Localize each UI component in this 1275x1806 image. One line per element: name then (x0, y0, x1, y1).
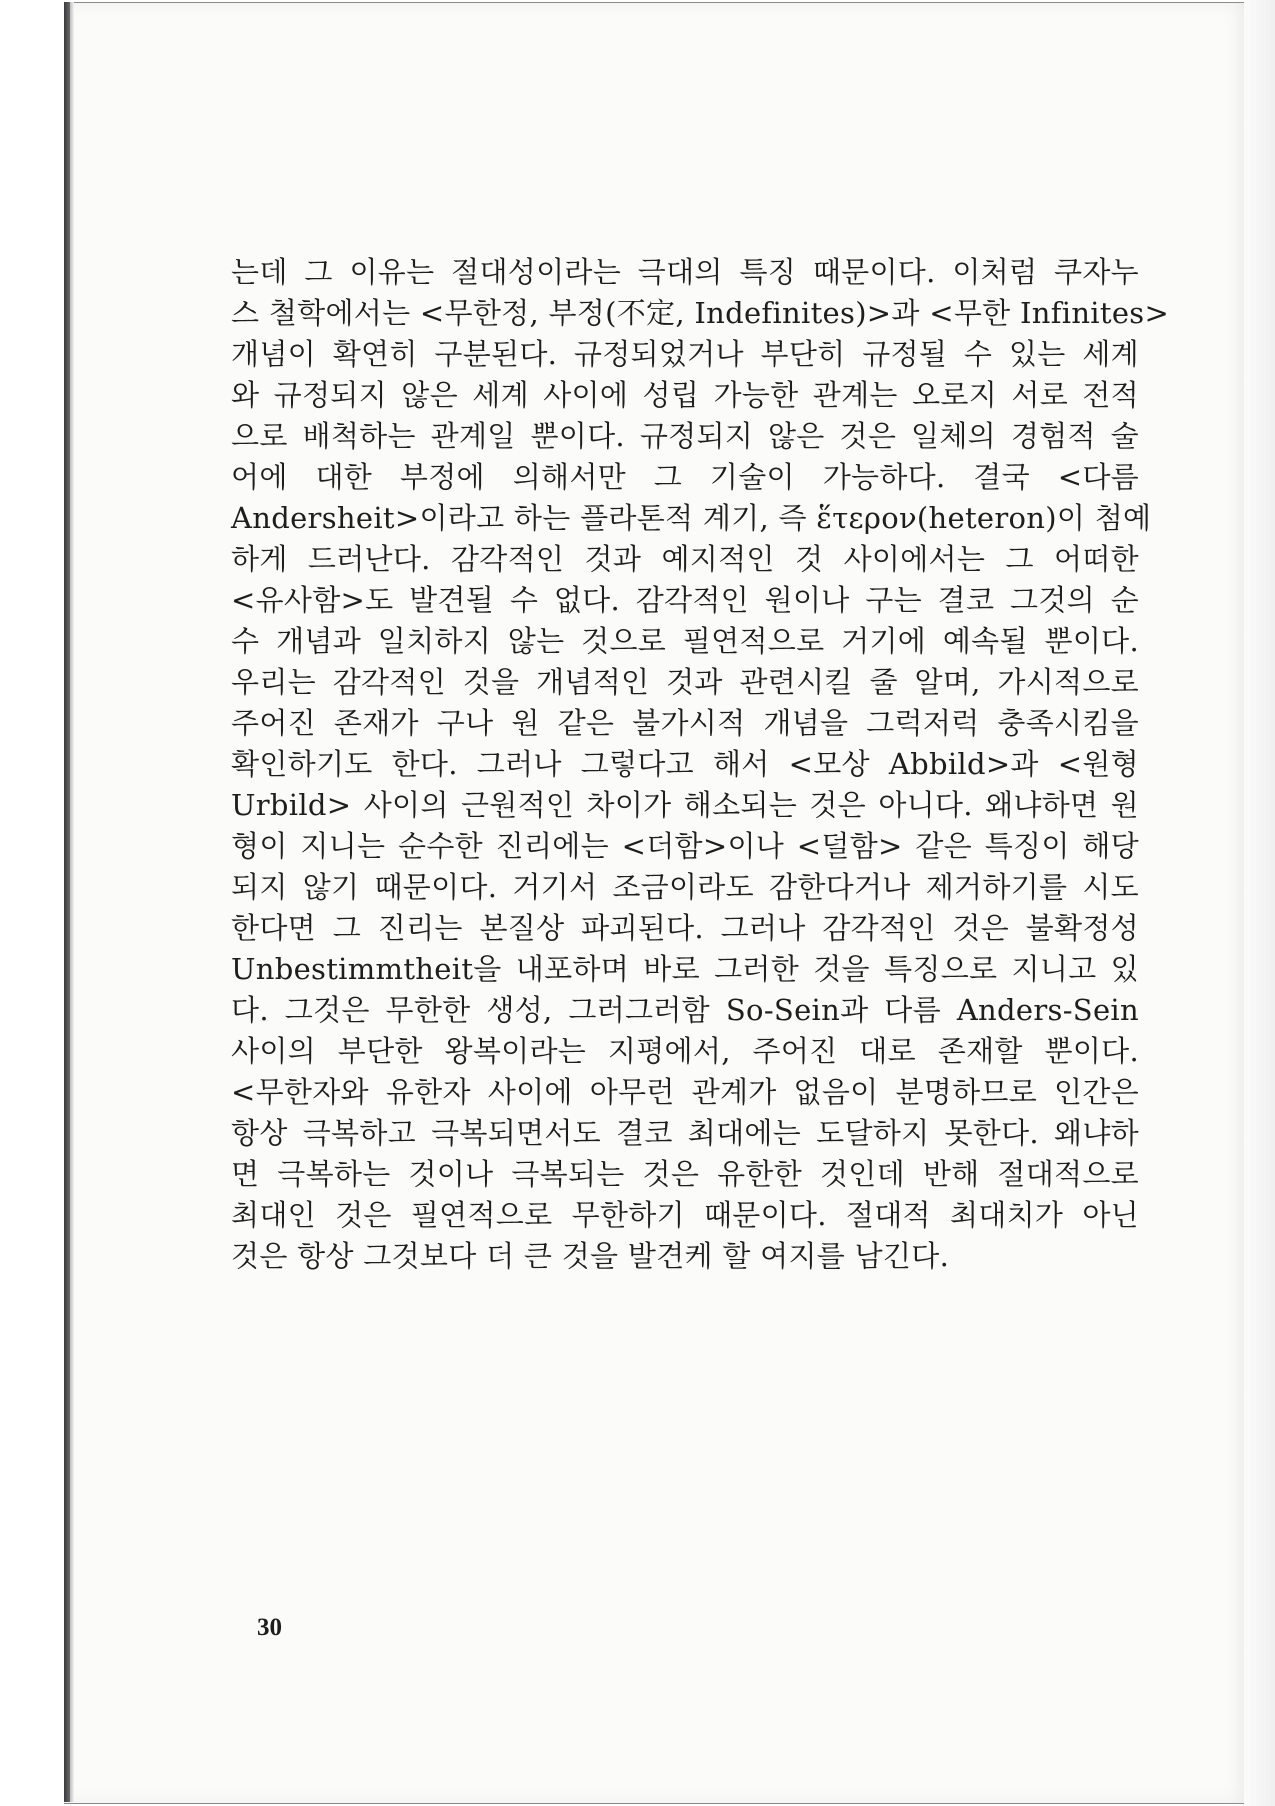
text-line: 으로 배척하는 관계일 뿐이다. 규정되지 않은 것은 일체의 경험적 술 (231, 419, 1139, 453)
text-line: 는데 그 이유는 절대성이라는 극대의 특징 때문이다. 이처럼 쿠자누 (231, 255, 1139, 289)
text-line: 되지 않기 때문이다. 거기서 조금이라도 감한다거나 제거하기를 시도 (231, 870, 1139, 904)
text-line: 항상 극복하고 극복되면서도 결코 최대에는 도달하지 못한다. 왜냐하 (231, 1116, 1139, 1150)
text-line: 한다면 그 진리는 본질상 파괴된다. 그러나 감각적인 것은 불확정성 (231, 911, 1139, 945)
text-line: 수 개념과 일치하지 않는 것으로 필연적으로 거기에 예속될 뿐이다. (231, 624, 1139, 658)
text-line: 우리는 감각적인 것을 개념적인 것과 관련시킬 줄 알며, 가시적으로 (231, 665, 1139, 699)
text-line: 사이의 부단한 왕복이라는 지평에서, 주어진 대로 존재할 뿐이다. (231, 1034, 1139, 1068)
text-line: 것은 항상 그것보다 더 큰 것을 발견케 할 여지를 남긴다. (231, 1239, 950, 1273)
text-line: 하게 드러난다. 감각적인 것과 예지적인 것 사이에서는 그 어떠한 (231, 542, 1139, 576)
body-text (231, 252, 1170, 1277)
text-line: 면 극복하는 것이나 극복되는 것은 유한한 것인데 반해 절대적으로 (231, 1157, 1139, 1191)
text-line: 최대인 것은 필연적으로 무한하기 때문이다. 절대적 최대치가 아닌 (231, 1198, 1139, 1232)
page-spine-highlight (70, 2, 74, 1802)
text-line: 주어진 존재가 구나 원 같은 불가시적 개념을 그럭저럭 충족시킴을 (231, 706, 1139, 740)
text-line: <무한자와 유한자 사이에 아무런 관계가 없음이 분명하므로 인간은 (231, 1075, 1139, 1109)
text-line: Andersheit>이라고 하는 플라톤적 계기, 즉 ἕτερον(heteron)이 첨예 (231, 501, 1152, 535)
text-line: 확인하기도 한다. 그러나 그렇다고 해서 <모상 Abbild>과 <원형 (231, 747, 1139, 781)
text-line: 어에 대한 부정에 의해서만 그 기술이 가능하다. 결국 <다름 (231, 460, 1139, 494)
text-line: <유사함>도 발견될 수 없다. 감각적인 원이나 구는 결코 그것의 순 (231, 583, 1139, 617)
text-line: 개념이 확연히 구분된다. 규정되었거나 부단히 규정될 수 있는 세계 (231, 337, 1139, 371)
text-line: 형이 지니는 순수한 진리에는 <더함>이나 <덜함> 같은 특징이 해당 (231, 829, 1139, 863)
text-line: 와 규정되지 않은 세계 사이에 성립 가능한 관계는 오로지 서로 전적 (231, 378, 1139, 412)
text-line: Urbild> 사이의 근원적인 차이가 해소되는 것은 아니다. 왜냐하면 원 (231, 788, 1139, 822)
page-right-shadow (1235, 0, 1275, 1806)
text-line: Unbestimmtheit을 내포하며 바로 그러한 것을 특징으로 지니고 있 (231, 952, 1139, 986)
text-line: 다. 그것은 무한한 생성, 그러그러함 So-Sein과 다름 Anders-Sein (231, 993, 1139, 1027)
text-line: 스 철학에서는 <무한정, 부정(不定, Indefinites)>과 <무한 Infinites> (231, 296, 1170, 330)
page-number: 30 (257, 1614, 282, 1641)
